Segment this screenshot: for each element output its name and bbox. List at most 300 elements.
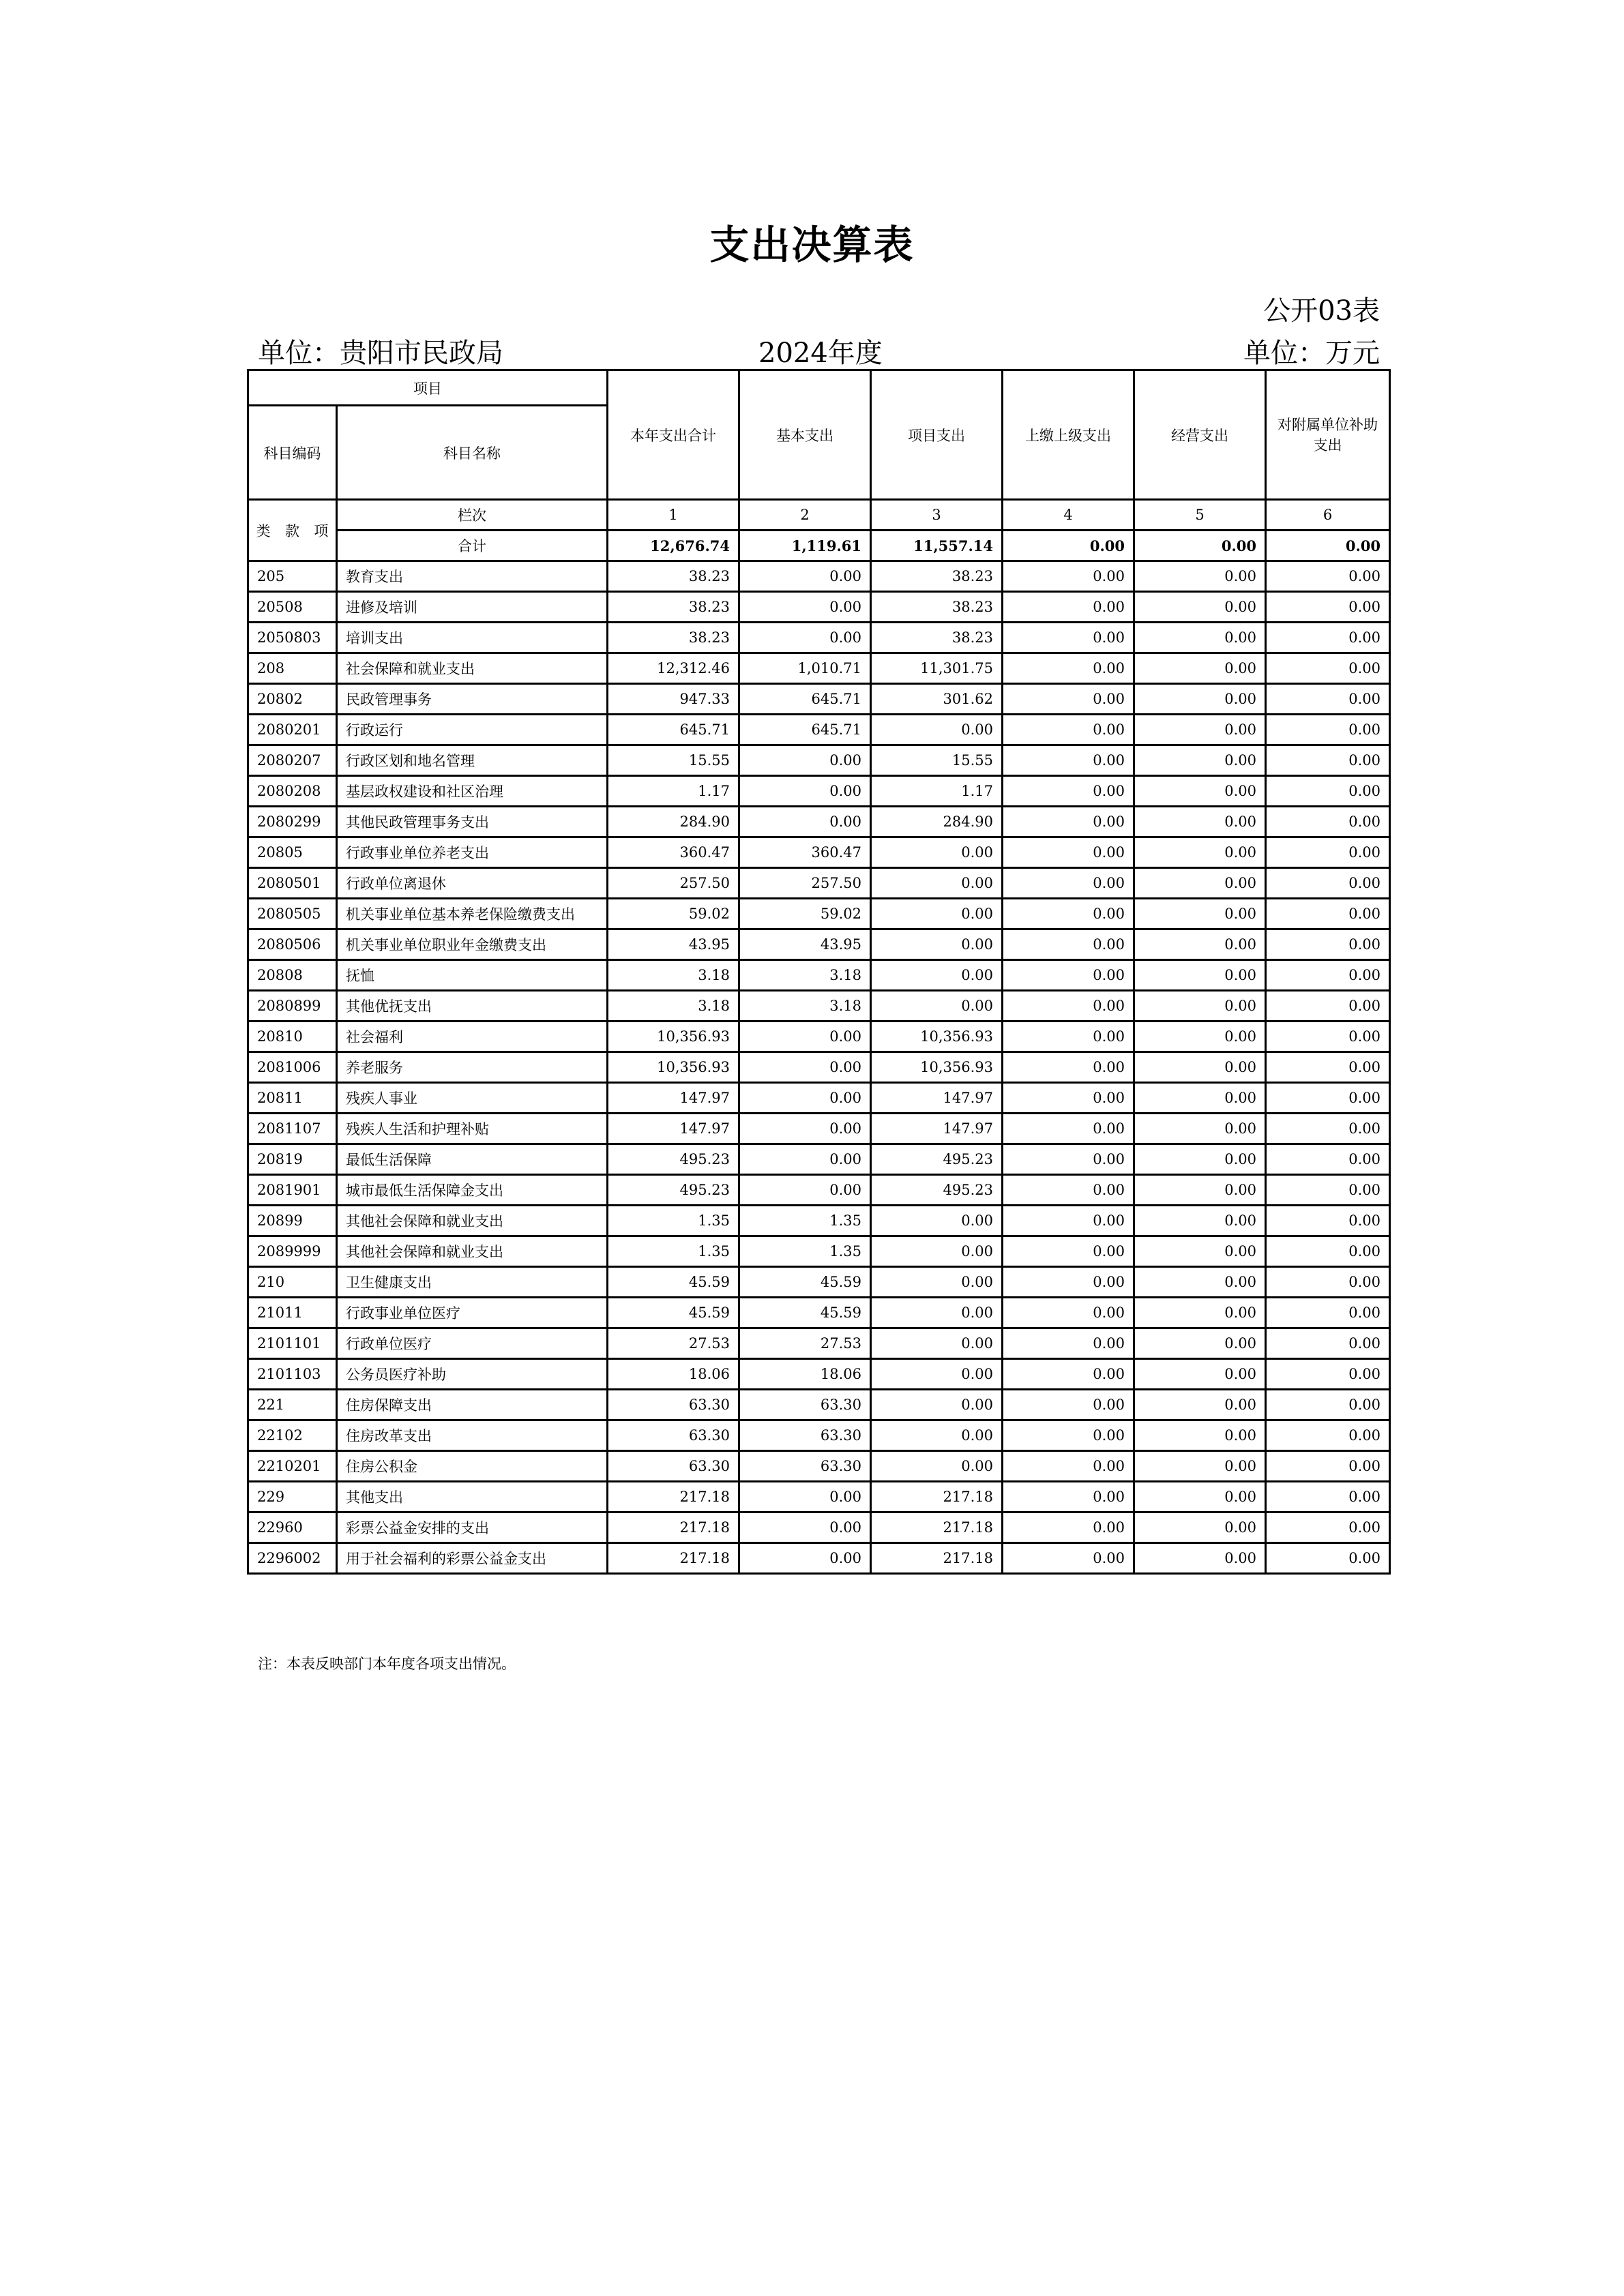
row-value-6: 0.00 [1266, 1236, 1390, 1267]
row-value-1: 59.02 [608, 899, 739, 929]
table-row [248, 1206, 1390, 1236]
row-value-5: 0.00 [1134, 868, 1266, 899]
row-value-5: 0.00 [1134, 1175, 1266, 1206]
table-row [248, 1512, 1390, 1543]
row-value-6: 0.00 [1266, 1451, 1390, 1482]
row-name: 行政单位离退休 [337, 868, 608, 899]
row-code: 2080505 [248, 899, 337, 929]
row-value-5: 0.00 [1134, 623, 1266, 653]
row-value-1: 360.47 [608, 837, 739, 868]
row-value-3: 0.00 [871, 1206, 1003, 1236]
total-value-2: 1,119.61 [739, 531, 871, 561]
row-value-2: 1,010.71 [739, 653, 871, 684]
row-value-1: 27.53 [608, 1328, 739, 1359]
row-value-3: 10,356.93 [871, 1052, 1003, 1083]
row-code: 2050803 [248, 623, 337, 653]
row-value-2: 645.71 [739, 684, 871, 715]
row-value-3: 301.62 [871, 684, 1003, 715]
header-col-3: 项目支出 [871, 370, 1003, 500]
row-value-2: 3.18 [739, 960, 871, 991]
row-value-2: 0.00 [739, 776, 871, 807]
row-name: 彩票公益金安排的支出 [337, 1512, 608, 1543]
row-name: 城市最低生活保障金支出 [337, 1175, 608, 1206]
row-value-3: 38.23 [871, 623, 1003, 653]
row-value-1: 18.06 [608, 1359, 739, 1390]
row-value-4: 0.00 [1003, 592, 1134, 623]
row-value-4: 0.00 [1003, 1052, 1134, 1083]
row-value-3: 0.00 [871, 868, 1003, 899]
col-num-2: 2 [739, 500, 871, 531]
row-value-2: 3.18 [739, 991, 871, 1022]
row-name: 卫生健康支出 [337, 1267, 608, 1298]
row-value-3: 495.23 [871, 1175, 1003, 1206]
row-code: 2080501 [248, 868, 337, 899]
row-value-1: 38.23 [608, 623, 739, 653]
header-lanci: 栏次 [337, 500, 608, 531]
row-value-6: 0.00 [1266, 960, 1390, 991]
row-value-3: 38.23 [871, 592, 1003, 623]
row-value-3: 1.17 [871, 776, 1003, 807]
row-value-4: 0.00 [1003, 1114, 1134, 1144]
col-num-5: 5 [1134, 500, 1266, 531]
row-value-1: 947.33 [608, 684, 739, 715]
table-row [248, 561, 1390, 592]
row-name: 机关事业单位基本养老保险缴费支出 [337, 899, 608, 929]
row-value-4: 0.00 [1003, 1482, 1134, 1512]
row-value-5: 0.00 [1134, 899, 1266, 929]
row-code: 22102 [248, 1420, 337, 1451]
total-value-3: 11,557.14 [871, 531, 1003, 561]
row-value-4: 0.00 [1003, 653, 1134, 684]
row-value-2: 63.30 [739, 1451, 871, 1482]
row-value-5: 0.00 [1134, 745, 1266, 776]
row-value-4: 0.00 [1003, 991, 1134, 1022]
row-value-2: 18.06 [739, 1359, 871, 1390]
row-value-2: 0.00 [739, 1482, 871, 1512]
col-num-1: 1 [608, 500, 739, 531]
row-value-1: 1.17 [608, 776, 739, 807]
table-row [248, 684, 1390, 715]
row-value-2: 360.47 [739, 837, 871, 868]
table-row [248, 1083, 1390, 1114]
row-value-4: 0.00 [1003, 960, 1134, 991]
row-name: 行政事业单位医疗 [337, 1298, 608, 1328]
table-row [248, 899, 1390, 929]
header-lei: 类 [256, 522, 271, 539]
row-code: 2080208 [248, 776, 337, 807]
table-row [248, 1420, 1390, 1451]
table-row [248, 745, 1390, 776]
row-value-2: 0.00 [739, 745, 871, 776]
row-value-3: 10,356.93 [871, 1022, 1003, 1052]
row-value-5: 0.00 [1134, 1144, 1266, 1175]
total-row [248, 531, 1390, 561]
row-value-5: 0.00 [1134, 1328, 1266, 1359]
table-row [248, 1482, 1390, 1512]
row-value-6: 0.00 [1266, 684, 1390, 715]
table-row [248, 929, 1390, 960]
row-code: 2080506 [248, 929, 337, 960]
row-value-1: 63.30 [608, 1420, 739, 1451]
row-value-5: 0.00 [1134, 1390, 1266, 1420]
table-row [248, 1390, 1390, 1420]
row-value-5: 0.00 [1134, 1482, 1266, 1512]
row-value-3: 0.00 [871, 1390, 1003, 1420]
row-value-5: 0.00 [1134, 929, 1266, 960]
header-code: 科目编码 [248, 406, 337, 500]
row-value-1: 15.55 [608, 745, 739, 776]
row-value-1: 1.35 [608, 1206, 739, 1236]
row-value-6: 0.00 [1266, 745, 1390, 776]
table-row [248, 1543, 1390, 1574]
row-value-2: 0.00 [739, 807, 871, 837]
row-value-4: 0.00 [1003, 745, 1134, 776]
row-name: 公务员医疗补助 [337, 1359, 608, 1390]
row-value-4: 0.00 [1003, 868, 1134, 899]
row-value-4: 0.00 [1003, 929, 1134, 960]
row-value-6: 0.00 [1266, 1298, 1390, 1328]
form-number: 公开03表 [1263, 295, 1380, 327]
row-code: 2101103 [248, 1359, 337, 1390]
row-value-6: 0.00 [1266, 807, 1390, 837]
row-value-1: 147.97 [608, 1114, 739, 1144]
row-value-2: 63.30 [739, 1420, 871, 1451]
row-value-5: 0.00 [1134, 1420, 1266, 1451]
row-value-5: 0.00 [1134, 837, 1266, 868]
col-num-4: 4 [1003, 500, 1134, 531]
row-value-2: 0.00 [739, 1022, 871, 1052]
row-code: 208 [248, 653, 337, 684]
row-value-6: 0.00 [1266, 561, 1390, 592]
row-code: 2081107 [248, 1114, 337, 1144]
row-value-6: 0.00 [1266, 592, 1390, 623]
row-value-1: 38.23 [608, 561, 739, 592]
row-value-5: 0.00 [1134, 1359, 1266, 1390]
row-value-1: 1.35 [608, 1236, 739, 1267]
currency-unit: 单位：万元 [1243, 338, 1380, 369]
row-code: 2080201 [248, 715, 337, 745]
row-value-4: 0.00 [1003, 1420, 1134, 1451]
row-code: 20819 [248, 1144, 337, 1175]
row-value-3: 0.00 [871, 1236, 1003, 1267]
table-row [248, 1175, 1390, 1206]
row-code: 2296002 [248, 1543, 337, 1574]
table-row [248, 868, 1390, 899]
table-row [248, 960, 1390, 991]
row-value-1: 10,356.93 [608, 1022, 739, 1052]
row-value-5: 0.00 [1134, 653, 1266, 684]
row-value-6: 0.00 [1266, 1543, 1390, 1574]
header-xiang: 项 [314, 522, 329, 539]
row-value-3: 0.00 [871, 1451, 1003, 1482]
table-row [248, 715, 1390, 745]
total-value-4: 0.00 [1003, 531, 1134, 561]
row-value-3: 0.00 [871, 1420, 1003, 1451]
header-col-6: 对附属单位补助支出 [1266, 370, 1390, 500]
row-name: 行政事业单位养老支出 [337, 837, 608, 868]
row-value-3: 0.00 [871, 1328, 1003, 1359]
expenditure-table [247, 369, 1391, 1575]
row-value-3: 217.18 [871, 1512, 1003, 1543]
row-code: 210 [248, 1267, 337, 1298]
row-value-1: 45.59 [608, 1267, 739, 1298]
total-value-6: 0.00 [1266, 531, 1390, 561]
table-row [248, 623, 1390, 653]
row-value-4: 0.00 [1003, 1298, 1134, 1328]
header-col-2: 基本支出 [739, 370, 871, 500]
row-value-1: 63.30 [608, 1451, 739, 1482]
row-value-2: 63.30 [739, 1390, 871, 1420]
row-value-4: 0.00 [1003, 1175, 1134, 1206]
row-value-1: 495.23 [608, 1175, 739, 1206]
table-row [248, 1022, 1390, 1052]
row-code: 2210201 [248, 1451, 337, 1482]
row-value-2: 0.00 [739, 1083, 871, 1114]
row-value-1: 3.18 [608, 960, 739, 991]
row-value-2: 257.50 [739, 868, 871, 899]
col-num-3: 3 [871, 500, 1003, 531]
row-value-3: 0.00 [871, 960, 1003, 991]
row-name: 其他优抚支出 [337, 991, 608, 1022]
table-row [248, 776, 1390, 807]
header-name: 科目名称 [337, 406, 608, 500]
row-value-5: 0.00 [1134, 1298, 1266, 1328]
table-row [248, 592, 1390, 623]
row-code: 22960 [248, 1512, 337, 1543]
row-value-4: 0.00 [1003, 807, 1134, 837]
row-value-4: 0.00 [1003, 1022, 1134, 1052]
row-value-3: 0.00 [871, 991, 1003, 1022]
row-value-5: 0.00 [1134, 1022, 1266, 1052]
row-value-1: 12,312.46 [608, 653, 739, 684]
row-value-2: 0.00 [739, 1543, 871, 1574]
row-value-5: 0.00 [1134, 991, 1266, 1022]
row-value-2: 0.00 [739, 1114, 871, 1144]
row-value-2: 43.95 [739, 929, 871, 960]
row-value-1: 217.18 [608, 1482, 739, 1512]
row-value-6: 0.00 [1266, 776, 1390, 807]
fiscal-year: 2024年度 [758, 338, 883, 369]
row-name: 残疾人事业 [337, 1083, 608, 1114]
row-value-5: 0.00 [1134, 592, 1266, 623]
row-value-2: 0.00 [739, 1175, 871, 1206]
table-row [248, 1144, 1390, 1175]
row-value-5: 0.00 [1134, 776, 1266, 807]
row-value-6: 0.00 [1266, 1267, 1390, 1298]
row-value-5: 0.00 [1134, 960, 1266, 991]
row-name: 基层政权建设和社区治理 [337, 776, 608, 807]
row-value-2: 1.35 [739, 1206, 871, 1236]
total-label: 合计 [337, 531, 608, 561]
row-value-6: 0.00 [1266, 715, 1390, 745]
row-name: 民政管理事务 [337, 684, 608, 715]
row-name: 培训支出 [337, 623, 608, 653]
row-value-4: 0.00 [1003, 837, 1134, 868]
row-code: 20810 [248, 1022, 337, 1052]
row-name: 行政运行 [337, 715, 608, 745]
header-col-5: 经营支出 [1134, 370, 1266, 500]
table-row [248, 1328, 1390, 1359]
row-value-4: 0.00 [1003, 899, 1134, 929]
row-value-5: 0.00 [1134, 807, 1266, 837]
row-name: 社会福利 [337, 1022, 608, 1052]
row-code: 221 [248, 1390, 337, 1420]
row-value-6: 0.00 [1266, 1083, 1390, 1114]
row-value-4: 0.00 [1003, 1328, 1134, 1359]
unit-name: 单位：贵阳市民政局 [258, 338, 503, 369]
row-value-4: 0.00 [1003, 1144, 1134, 1175]
row-value-3: 11,301.75 [871, 653, 1003, 684]
row-value-1: 45.59 [608, 1298, 739, 1328]
row-value-1: 645.71 [608, 715, 739, 745]
row-value-1: 43.95 [608, 929, 739, 960]
row-value-5: 0.00 [1134, 1236, 1266, 1267]
row-code: 2081901 [248, 1175, 337, 1206]
row-value-5: 0.00 [1134, 561, 1266, 592]
row-value-6: 0.00 [1266, 1175, 1390, 1206]
row-value-4: 0.00 [1003, 1267, 1134, 1298]
row-value-4: 0.00 [1003, 684, 1134, 715]
row-code: 20802 [248, 684, 337, 715]
table-row [248, 1298, 1390, 1328]
table-row [248, 807, 1390, 837]
table-row [248, 653, 1390, 684]
row-value-3: 217.18 [871, 1482, 1003, 1512]
row-code: 2080899 [248, 991, 337, 1022]
row-name: 机关事业单位职业年金缴费支出 [337, 929, 608, 960]
row-value-5: 0.00 [1134, 1451, 1266, 1482]
row-value-4: 0.00 [1003, 1359, 1134, 1390]
row-code: 20508 [248, 592, 337, 623]
row-value-5: 0.00 [1134, 1114, 1266, 1144]
row-value-1: 217.18 [608, 1543, 739, 1574]
row-value-6: 0.00 [1266, 1390, 1390, 1420]
row-code: 2081006 [248, 1052, 337, 1083]
row-value-6: 0.00 [1266, 1359, 1390, 1390]
row-value-6: 0.00 [1266, 1022, 1390, 1052]
row-value-4: 0.00 [1003, 1512, 1134, 1543]
row-value-3: 0.00 [871, 1298, 1003, 1328]
row-value-1: 217.18 [608, 1512, 739, 1543]
col-num-6: 6 [1266, 500, 1390, 531]
row-value-4: 0.00 [1003, 561, 1134, 592]
header-col-4: 上缴上级支出 [1003, 370, 1134, 500]
row-value-3: 0.00 [871, 837, 1003, 868]
row-value-6: 0.00 [1266, 1114, 1390, 1144]
table-row [248, 1236, 1390, 1267]
row-name: 其他社会保障和就业支出 [337, 1236, 608, 1267]
row-value-2: 0.00 [739, 623, 871, 653]
row-value-5: 0.00 [1134, 1083, 1266, 1114]
row-value-2: 27.53 [739, 1328, 871, 1359]
row-value-3: 147.97 [871, 1083, 1003, 1114]
row-value-4: 0.00 [1003, 1390, 1134, 1420]
row-value-5: 0.00 [1134, 1206, 1266, 1236]
row-name: 教育支出 [337, 561, 608, 592]
row-value-1: 3.18 [608, 991, 739, 1022]
row-value-6: 0.00 [1266, 623, 1390, 653]
row-name: 社会保障和就业支出 [337, 653, 608, 684]
row-value-2: 1.35 [739, 1236, 871, 1267]
row-value-2: 45.59 [739, 1267, 871, 1298]
row-value-3: 0.00 [871, 899, 1003, 929]
row-value-2: 0.00 [739, 1144, 871, 1175]
row-code: 20811 [248, 1083, 337, 1114]
row-value-2: 59.02 [739, 899, 871, 929]
row-value-4: 0.00 [1003, 715, 1134, 745]
row-code: 205 [248, 561, 337, 592]
row-value-6: 0.00 [1266, 991, 1390, 1022]
row-value-5: 0.00 [1134, 1267, 1266, 1298]
row-name: 残疾人生活和护理补贴 [337, 1114, 608, 1144]
row-value-4: 0.00 [1003, 776, 1134, 807]
row-code: 20899 [248, 1206, 337, 1236]
row-name: 养老服务 [337, 1052, 608, 1083]
total-value-1: 12,676.74 [608, 531, 739, 561]
row-name: 行政区划和地名管理 [337, 745, 608, 776]
row-value-3: 0.00 [871, 715, 1003, 745]
table-row [248, 1451, 1390, 1482]
table-row [248, 991, 1390, 1022]
header-project: 项目 [248, 370, 608, 406]
row-value-3: 0.00 [871, 1359, 1003, 1390]
row-value-3: 15.55 [871, 745, 1003, 776]
row-name: 住房改革支出 [337, 1420, 608, 1451]
row-value-6: 0.00 [1266, 1482, 1390, 1512]
row-value-6: 0.00 [1266, 1512, 1390, 1543]
row-value-1: 495.23 [608, 1144, 739, 1175]
row-value-6: 0.00 [1266, 837, 1390, 868]
row-value-3: 495.23 [871, 1144, 1003, 1175]
row-value-4: 0.00 [1003, 1236, 1134, 1267]
total-value-5: 0.00 [1134, 531, 1266, 561]
row-name: 进修及培训 [337, 592, 608, 623]
row-code: 2101101 [248, 1328, 337, 1359]
row-code: 2080299 [248, 807, 337, 837]
row-value-3: 217.18 [871, 1543, 1003, 1574]
row-code: 229 [248, 1482, 337, 1512]
row-value-2: 645.71 [739, 715, 871, 745]
row-value-6: 0.00 [1266, 1206, 1390, 1236]
row-value-1: 63.30 [608, 1390, 739, 1420]
row-value-2: 0.00 [739, 1512, 871, 1543]
footnote: 注：本表反映部门本年度各项支出情况。 [258, 1656, 516, 1672]
row-value-5: 0.00 [1134, 1512, 1266, 1543]
table-row [248, 1267, 1390, 1298]
row-name: 最低生活保障 [337, 1144, 608, 1175]
header-lei-kuan-xiang [248, 500, 337, 561]
header-col-1: 本年支出合计 [608, 370, 739, 500]
row-value-5: 0.00 [1134, 1052, 1266, 1083]
row-value-2: 0.00 [739, 561, 871, 592]
row-value-1: 38.23 [608, 592, 739, 623]
row-code: 20805 [248, 837, 337, 868]
row-value-4: 0.00 [1003, 1083, 1134, 1114]
row-value-3: 284.90 [871, 807, 1003, 837]
header-kuan: 款 [284, 522, 299, 539]
row-value-4: 0.00 [1003, 623, 1134, 653]
row-value-5: 0.00 [1134, 1543, 1266, 1574]
row-value-5: 0.00 [1134, 715, 1266, 745]
row-code: 2089999 [248, 1236, 337, 1267]
row-value-6: 0.00 [1266, 1144, 1390, 1175]
table-row [248, 1359, 1390, 1390]
row-value-6: 0.00 [1266, 1052, 1390, 1083]
row-name: 其他社会保障和就业支出 [337, 1206, 608, 1236]
row-value-6: 0.00 [1266, 1328, 1390, 1359]
row-value-2: 0.00 [739, 1052, 871, 1083]
row-value-4: 0.00 [1003, 1206, 1134, 1236]
